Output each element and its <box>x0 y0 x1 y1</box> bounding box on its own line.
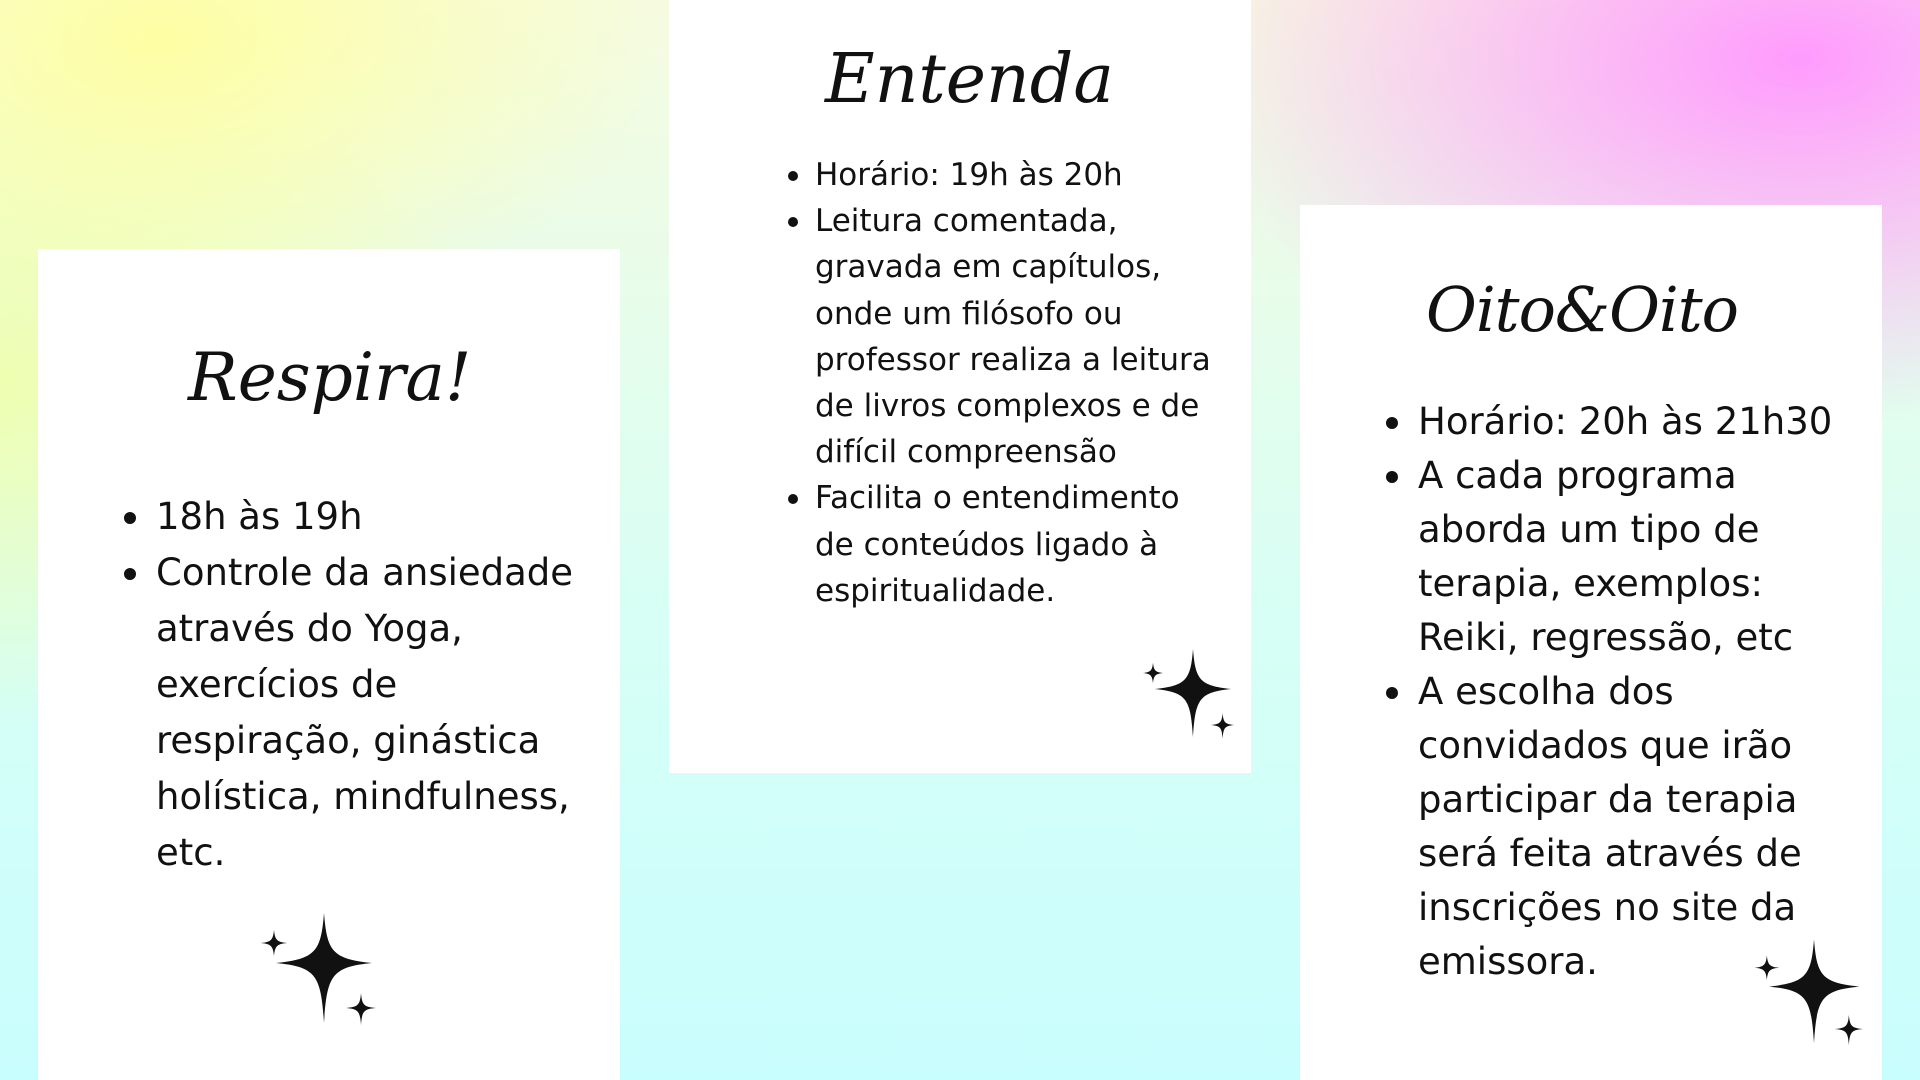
card-title: Oito&Oito <box>1426 273 1738 346</box>
list-item: A escolha dos convidados que irão participar da terapia será feita através de inscrições no site da emissora. <box>1382 665 1862 989</box>
bullet-list <box>120 489 610 881</box>
card-title: Entenda <box>825 40 1114 119</box>
card-entenda <box>669 0 1251 773</box>
list-item: A cada programa aborda um tipo de terapia, exemplos: Reiki, regressão, etc <box>1382 449 1862 665</box>
sparkles-icon <box>254 903 394 1043</box>
card-respira <box>38 249 620 1080</box>
sparkles-icon <box>1137 641 1249 753</box>
list-item: Horário: 19h às 20h <box>786 152 1226 198</box>
bullet-list <box>1382 395 1862 989</box>
list-item: 18h às 19h <box>120 489 610 545</box>
card-title: Respira! <box>188 339 472 416</box>
list-item: Controle da ansiedade através do Yoga, exercícios de respiração, ginástica holística, mindfulness, etc. <box>120 545 610 881</box>
sparkles-icon <box>1748 930 1880 1062</box>
list-item: Leitura comentada, gravada em capítulos, onde um filósofo ou professor realiza a leitura de livros complexos e de difícil compreensão <box>786 198 1226 475</box>
list-item: Facilita o entendimento de conteúdos ligado à espiritualidade. <box>786 475 1226 614</box>
card-oito-e-oito <box>1300 205 1882 1080</box>
bullet-list <box>786 152 1226 614</box>
list-item: Horário: 20h às 21h30 <box>1382 395 1862 449</box>
